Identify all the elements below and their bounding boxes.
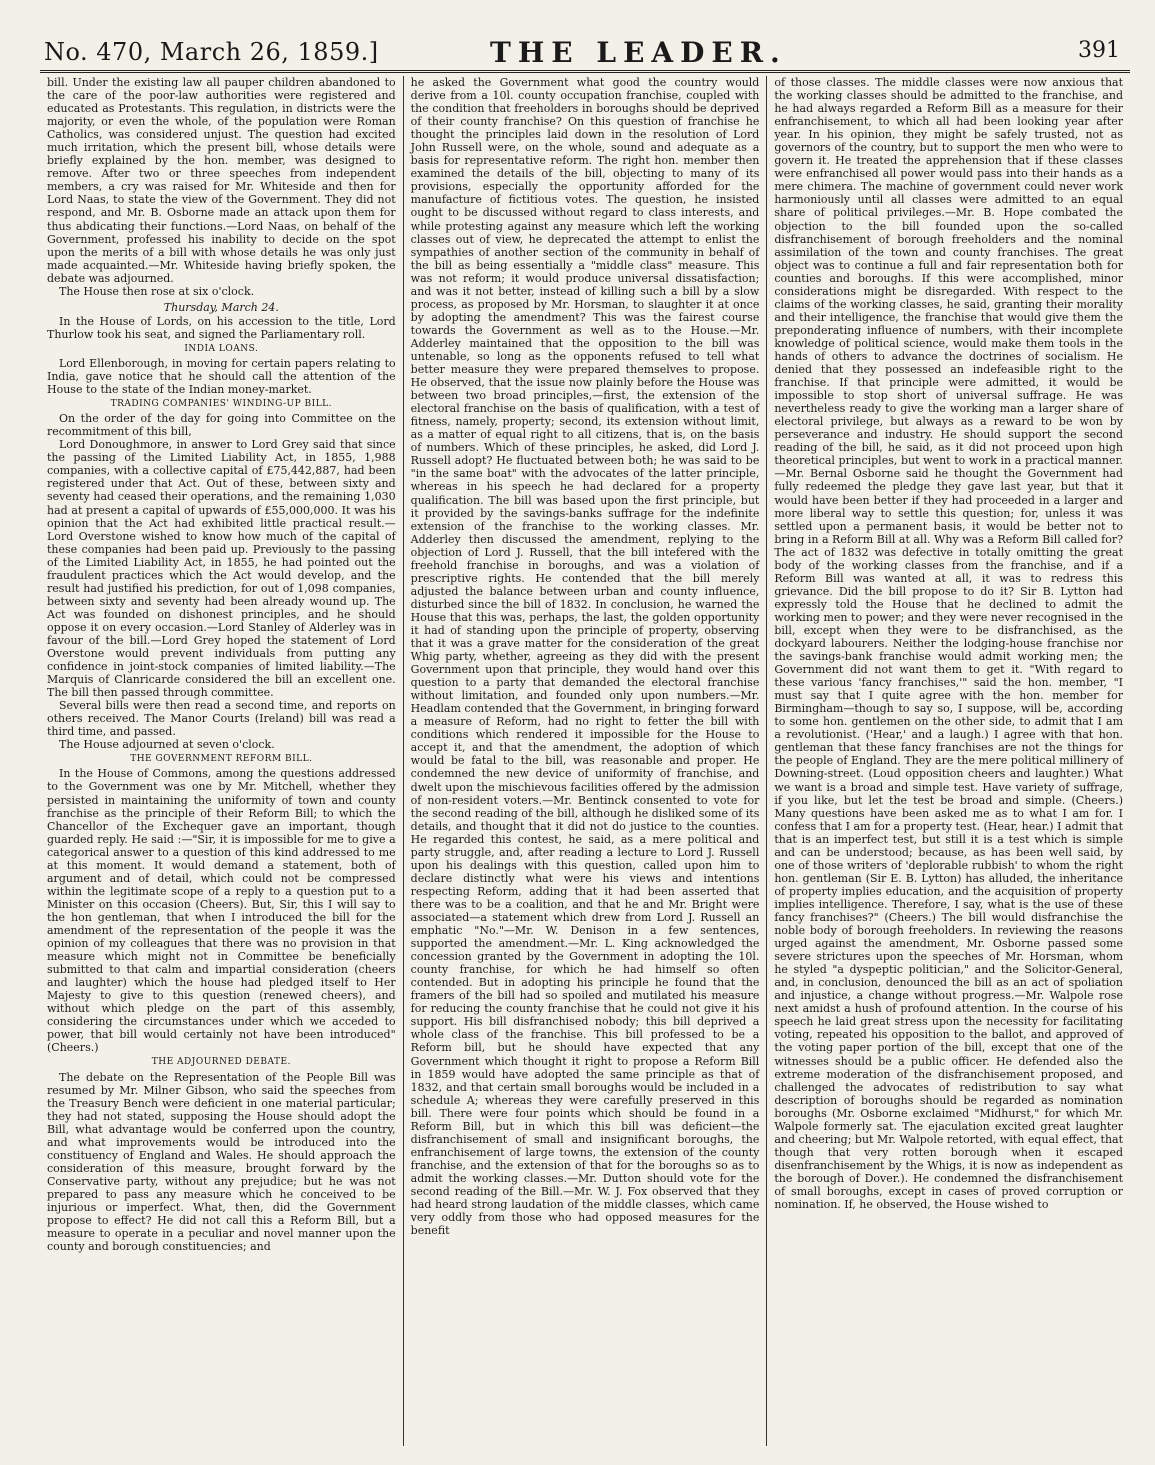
paragraph: Several bills were then read a second time, and reports on others received. The Manor Courts (Ireland) bill was read a third time, and passed. [47,699,396,739]
paragraph: The debate on the Representation of the People Bill was resumed by Mr. Milner Gibson, who said the speeches from the Treasury Bench were deficient in one material particular; they had not stated, supposing the House should adopt the Bill, what advantage would be conferred upon the country, and what improvements would be introduced into the constituency of England and Wales. He should approach the consideration of this measure, brought forward by the Conservative party, without any prejudice; but he was not prepared to pass any measure which he conceived to be injurious or imperfect. What, then, did the Government propose to effect? He did not call this a Reform Bill, but a measure to operate in a peculiar and novel manner upon the county and borough constituencies; and [47,1070,396,1254]
article-columns [40,76,1130,1446]
issue-date: No. 470, March 26, 1859.] [44,38,379,66]
section-heading: TRADING COMPANIES' WINDING-UP BILL. [110,399,333,410]
section-heading: THE GOVERNMENT REFORM BILL. [130,754,313,765]
paragraph: In the House of Lords, on his accession to the title, Lord Thurlow took his seat, and signed the Parliamentary roll. [47,314,396,341]
paragraph: The House then rose at six o'clock. [59,284,255,298]
page-number: 391 [1078,38,1120,63]
section-heading: THE ADJOURNED DEBATE. [151,1057,291,1068]
paragraph: Lord Ellenborough, in moving for certain papers relating to India, gave notice that he should call the attention of the House to the state of the Indian money-market. [47,356,396,397]
paragraph: he asked the Government what good the country would derive from a 10l. county occupation franchise, coupled with the condition that freeholders in boroughs should be deprived of their county franchise? On this question of franchise he thought the principles laid down in the resolution of Lord John Russell were, on the whole, sound and adequate as a basis for representative reform. The right hon. member then examined the details of the bill, objecting to many of its provisions, especially the opportunity afforded for the manufacture of fictitious votes. The question, he insisted ought to be discussed without regard to class interests, and while protesting against any measure which left the working classes out of view, he deprecated the attempt to enlist the sympathies of another section of the community in behalf of the bill as being essentially a "middle class" measure. This was not reform; it would produce universal dissatisfaction; and was it not better, instead of killing such a bill by a slow process, as proposed by Mr. Horsman, to slaughter it at once by adopting the amendment? This was the fairest course towards the Government as well as to the House.—Mr. Adderley maintained that the opposition to the bill was untenable, so long as the opponents refused to tell what better measure they were prepared themselves to propose. He observed, that the issue now plainly before the House was between two broad principles,—first, the extension of the electoral franchise on the basis of qualification, with a test of fitness, namely, property; second, its extension without limit, as a matter of equal right to all citizens, that is, on the basis of numbers. Which of these principles, he asked, did Lord J. Russell adopt? He fluctuated between both; he was said to be "in the same boat" with the advocates of the latter principle, whereas in his speech he had declared for a property qualification. The bill was based upon the first principle, but it provided by the savings-banks suffrage for the indefinite extension of the franchise to the working classes. Mr. Adderley then discussed the amendment, replying to the objection of Lord J. Russell, that the bill intefered with the freehold franchise in boroughs, and was a violation of prescriptive rights. He contended that the bill merely adjusted the balance between urban and county influence, disturbed since the bill of 1832. In conclusion, he warned the House that this was, perhaps, the last, the golden opportunity it had of standing upon the principle of property, observing that it was a grave matter for the consideration of the great Whig party, whether, agreeing as they did with the present Government upon that principle, they would hand over this question to a party that demanded the electoral franchise without limitation, and founded only upon numbers.—Mr. Headlam contended that the Government, in bringing forward a measure of Reform, had no right to fetter the bill with conditions which rendered it impossible for the House to accept it, and that the amendment, the adoption of which would be fatal to the bill, was reasonable and proper. He condemned the new device of uniformity of franchise, and dwelt upon the mischievous facilities offered by the admission of non-resident voters.—Mr. Bentinck consented to vote for the second reading of the bill, although he disliked some of its details, and thought that it did not do justice to the counties. He regarded this contest, he said, as a mere political and party struggle, and, after reading a lecture to Lord J. Russell upon his dealings with this question, called upon him to declare distinctly what were his views and intentions respecting Reform, adding that it had been asserted that there was to be a coalition, and that he and Mr. Bright were associated—a statement which drew from Lord J. Russell an emphatic "No."—Mr. W. Denison in a few sentences, supported the amendment.—Mr. L. King acknowledged the concession granted by the Government in adopting the 10l. county franchise, for which he had himself so often contended. But in adopting his principle he found that the framers of the bill had so spoiled and mutilated his measure for reducing the county franchise that he could not give it his support. His bill disfranchised nobody; this bill deprived a whole class of the franchise. This bill professed to be a Reform bill, but he should have expected that any Government which thought it right to propose a Reform Bill in 1859 would have adopted the same principle as that of 1832, and that certain small boroughs would be included in a schedule A; whereas they were carefully preserved in this bill. There were four points which should be found in a Reform Bill, but in which this bill was deficient—the disfranchisement of small and insignificant boroughs, the enfranchisement of large towns, the extension of the county franchise, and the extension of that for the boroughs so as to admit the working classes.—Mr. Dutton should vote for the second reading of the Bill.—Mr. W. J. Fox observed that they had heard strong laudation of the middle classes, which came very oddly from those who had opposed measures for the benefit [410,76,760,1238]
newspaper-title: THE LEADER. [490,36,787,69]
paragraph: On the order of the day for going into Committee on the recommitment of this bill, [47,412,396,439]
column-1 [40,76,403,1446]
paragraph: of those classes. The middle classes were now anxious that the working classes should be admitted to the franchise, and he had always regarded a Reform Bill as a measure for their enfranchisement, to which all had been looking year after year. In his opinion, they might be safely trusted, not as governors of the country, but to support the men who were to govern it. He treated the apprehension that if these classes were enfranchised all power would pass into their hands as a mere chimera. The machine of government could never work harmoniously until all classes were admitted to an equal share of political privileges.—Mr. B. Hope combated the objection to the bill founded upon the so-called disfranchisement of borough freeholders and the nominal assimilation of the town and county franchises. The great object was to continue a full and fair representation both for counties and boroughs. If this were accomplished, minor considerations might be disregarded. With respect to the claims of the working classes, he said, granting their morality and their intelligence, the franchise that would give them the preponderating influence of numbers, with their incomplete knowledge of political science, would make them tools in the hands of others to advance the doctrines of socialism. He denied that they possessed an indefeasible right to the franchise. If that principle were admitted, it would be impossible to stop short of universal suffrage. He was nevertheless ready to give the working man a larger share of electoral privilege, but always as a reward to be won by perseverance and industry. He should support the second reading of the bill, he said, as it did not proceed upon high theoretical principles, but went to work in a practical manner.—Mr. Bernal Osborne said he thought the Government had fully redeemed the pledge they gave last year, but that it would have been better if they had proceeded in a larger and more liberal way to settle this question; for, unless it was settled upon a permanent basis, it would be better not to bring in a Reform Bill at all. Why was a Reform Bill called for? The act of 1832 was defective in totally omitting the great body of the working classes from the franchise, and if a Reform Bill was wanted at all, it was to redress this grievance. Did the bill propose to do it? Sir B. Lytton had expressly told the House that he declined to admit the working men to power; and they were never recognised in the bill, except when they were to be disfranchised, as the dockyard labourers. Neither the lodging-house franchise nor the savings-bank franchise would admit working men; the Government did not want them to get it. "With regard to these various 'fancy franchises,'" said the hon. member, "I must say that I quite agree with the hon. member for Birmingham—though to say so, I suppose, will be, according to some hon. gentlemen on the other side, to admit that I am a revolutionist. ('Hear,' and a laugh.) I agree with that hon. gentleman that these fancy franchises are not the things for the people of England. They are the mere political millinery of Downing-street. (Loud opposition cheers and laughter.) What we want is a broad and simple test. Have variety of suffrage, if you like, but let the test be broad and simple. (Cheers.) Many questions have been asked me as to what I am for. I confess that I am for a property test. (Hear, hear.) I admit that that is an imperfect test, but still it is a test which is simple and can be understood; because, as has been well said, by one of those writers of 'deplorable rubbish' to whom the right hon. gentleman (Sir E. B. Lytton) has alluded, the inheritance of property implies education, and the acquisition of property implies intelligence. Therefore, I say, what is the use of these fancy franchises?" (Cheers.) The bill would disfranchise the noble body of borough freeholders. In reviewing the reasons urged against the amendment, Mr. Osborne passed some severe strictures upon the speeches of Mr. Horsman, whom he styled "a dyspeptic politician," and the Solicitor-General, and, in conclusion, denounced the bill as an act of spoliation and injustice, a change without progress.—Mr. Walpole rose next amidst a hush of profound attention. In the course of his speech he laid great stress upon the necessity for facilitating voting, repeated his opposition to the ballot, and approved of the voting paper portion of the bill, except that one of the witnesses should be a public officer. He defended also the extreme moderation of the disfranchisement proposed, and challenged the advocates of redistribution to say what description of boroughs should be regarded as nomination boroughs (Mr. Osborne exclaimed "Midhurst," for which Mr. Walpole formerly sat. The ejaculation excited great laughter and cheering; but Mr. Walpole retorted, with equal effect, that though that very rotten borough when it escaped disenfranchisement by the Whigs, it is now as independent as the borough of Dover.). He condemned the disfranchisement of small boroughs, except in cases of proved corruption or nomination. If, he observed, the House wished to [774,76,1124,1212]
paragraph: Lord Donoughmore, in answer to Lord Grey said that since the passing of the Limited Liability Act, in 1855, 1,988 companies, with a collective capital of £75,442,887, had been registered under that Act. Out of these, between sixty and seventy had ceased their operations, and the remaining 1,030 had at present a capital of upwards of £55,000,000. It was his opinion that the Act had exhibited little practical result.—Lord Overstone wished to know how much of the capital of these companies had been paid up. Previously to the passing of the Limited Liability Act, in 1855, he had pointed out the fraudulent practices which the Act would develop, and the result had justified his prediction, for out of 1,098 companies, between sixty and seventy had been already wound up. The Act was founded on dishonest principles, and he should oppose it on every occasion.—Lord Stanley of Alderley was in favour of the bill.—Lord Grey hoped the statement of Lord Overstone would prevent individuals from putting any confidence in joint-stock companies of limited liability.—The Marquis of Clanricarde considered the bill an excellent one. The bill then passed through committee. [47,438,396,700]
paragraph: bill. Under the existing law all pauper children abandoned to the care of the poor-law authorities were registered and educated as Protestants. This regulation, in districts were the majority, or even the whole, of the population were Roman Catholics, was considered unjust. The question had excited much irritation, which the present bill, whose details were briefly explained by the hon. member, was designed to remove. After two or three speeches from independent members, a cry was raised for Mr. Whiteside and then for Lord Naas, to state the view of the Government. They did not respond, and Mr. B. Osborne made an attack upon them for thus abdicating their functions.—Lord Naas, on behalf of the Government, professed his inability to decide on the spot upon the merits of a bill with whose details he was only just made acquainted.—Mr. Whiteside having briefly spoken, the debate was adjourned. [47,76,396,285]
column-2 [403,76,767,1446]
paragraph: In the House of Commons, among the questions addressed to the Government was one by Mr. Mitchell, whether they persisted in maintaining the uniformity of town and county franchise as the principle of their Reform Bill; to which the Chancellor of the Exchequer gave an important, though guarded reply. He said :—"Sir, it is impossible for me to give a categorical answer to a question of this kind addressed to me at this moment. It would demand a statement, both of argument and of detail, which could not be compressed within the legitimate scope of a reply to a question put to a Minister on this occasion (Cheers). But, Sir, this I will say to the hon gentleman, that when I introduced the bill for the amendment of the representation of the people it was the opinion of my colleagues that there was no provision in that measure which might not in Committee be beneficially submitted to that calm and impartial consideration (cheers and laughter) which the house had pledged itself to Her Majesty to give to this question (renewed cheers), and without which pledge on the part of this assembly, considering the circumstances under which we acceded to power, that bill would certainly not have been introduced" (Cheers.) [47,767,396,1055]
date-heading: Thursday, March 24. [163,300,279,314]
paragraph: The House adjourned at seven o'clock. [59,738,275,752]
column-3 [766,76,1130,1446]
masthead [40,30,1130,73]
section-heading: INDIA LOANS. [184,343,259,354]
